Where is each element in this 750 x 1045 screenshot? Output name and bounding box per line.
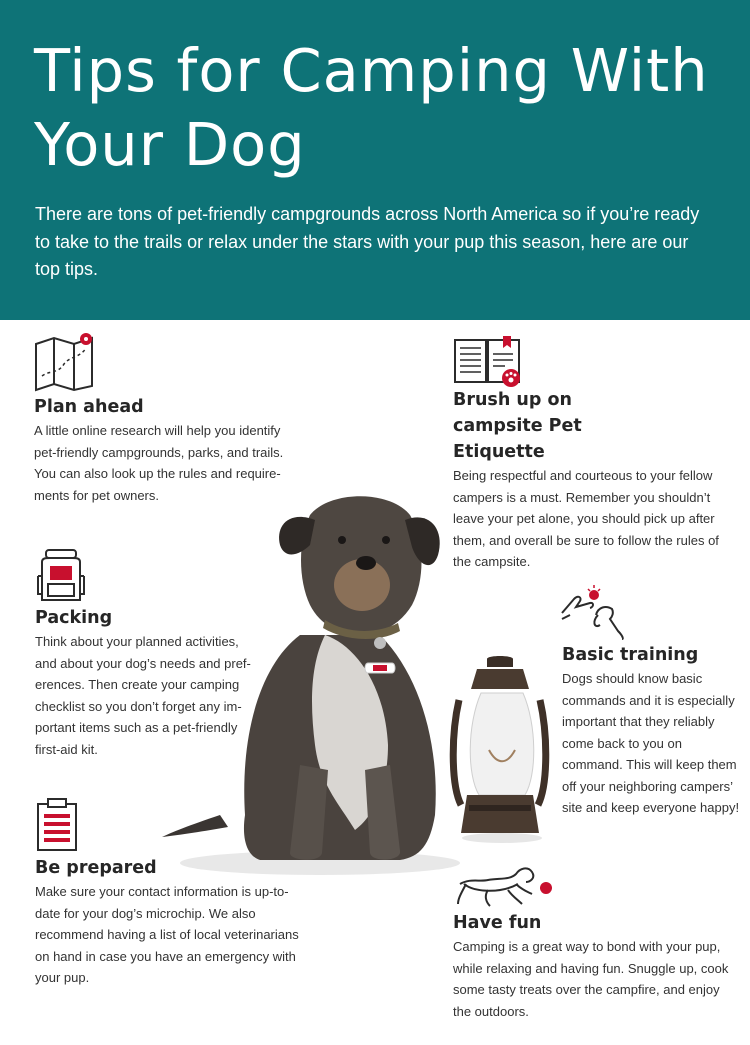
- tip-plan-ahead: [34, 394, 289, 506]
- clipboard-icon: [36, 798, 78, 852]
- tip-title: Brush up on campsite Pet Etiquette: [453, 390, 582, 462]
- tip-packing: [35, 605, 260, 760]
- tip-body: Think about your planned activities, and about your dog’s needs and preferences. Then create your camping checklist so you don’t forget any important items such as a pet-friendly first-aid kit.: [35, 634, 251, 757]
- lantern-image: [447, 655, 552, 845]
- intro-text: There are tons of pet-friendly campgrounds across North America so if you’re ready to take to the trails or relax under the stars with your pup this season, here are our top tips.: [35, 204, 700, 279]
- tip-title: Packing: [35, 608, 113, 628]
- tip-have-fun: [453, 910, 738, 1022]
- tip-title: Basic training: [562, 645, 699, 665]
- hand-dog-icon: [560, 585, 626, 641]
- running-dog-icon: [456, 860, 554, 908]
- backpack-icon: [36, 548, 86, 604]
- page-title: Tips for Camping With Your Dog: [34, 36, 709, 179]
- tip-body: Make sure your contact information is up-to-date for your dog’s microchip. We also recommend having a list of local veterinarians on hand in case you have an emergency with your pup.: [35, 884, 299, 985]
- book-icon: [453, 336, 523, 388]
- tip-pet-etiquette: [453, 387, 733, 573]
- tip-title: Be prepared: [35, 858, 157, 878]
- tip-body: Camping is a great way to bond with your pup, while relaxing and having fun. Snuggle up, cook some tasty treats over the campfire, and enjoy the outdoors.: [453, 939, 729, 1019]
- header-banner: [0, 0, 750, 320]
- tip-title: Have fun: [453, 913, 542, 933]
- map-icon: [34, 330, 96, 392]
- tip-be-prepared: [35, 855, 305, 989]
- tip-body: Being respectful and courteous to your fellow campers is a must. Remember you shouldn’t leave your pet alone, you should pick up after them, and overall be sure to follow the rules of the campsite.: [453, 468, 719, 569]
- tip-body: A little online research will help you identify pet-friendly campgrounds, parks, and trails. You can also look up the rules and requirements for pet owners.: [34, 423, 284, 503]
- tip-basic-training: [562, 642, 740, 819]
- tip-body: Dogs should know basic commands and it is especially important that they reliably come back to you on command. This will keep them off your neighboring campers’ site and keep everyone happy!: [562, 671, 740, 815]
- tip-title: Plan ahead: [34, 397, 144, 417]
